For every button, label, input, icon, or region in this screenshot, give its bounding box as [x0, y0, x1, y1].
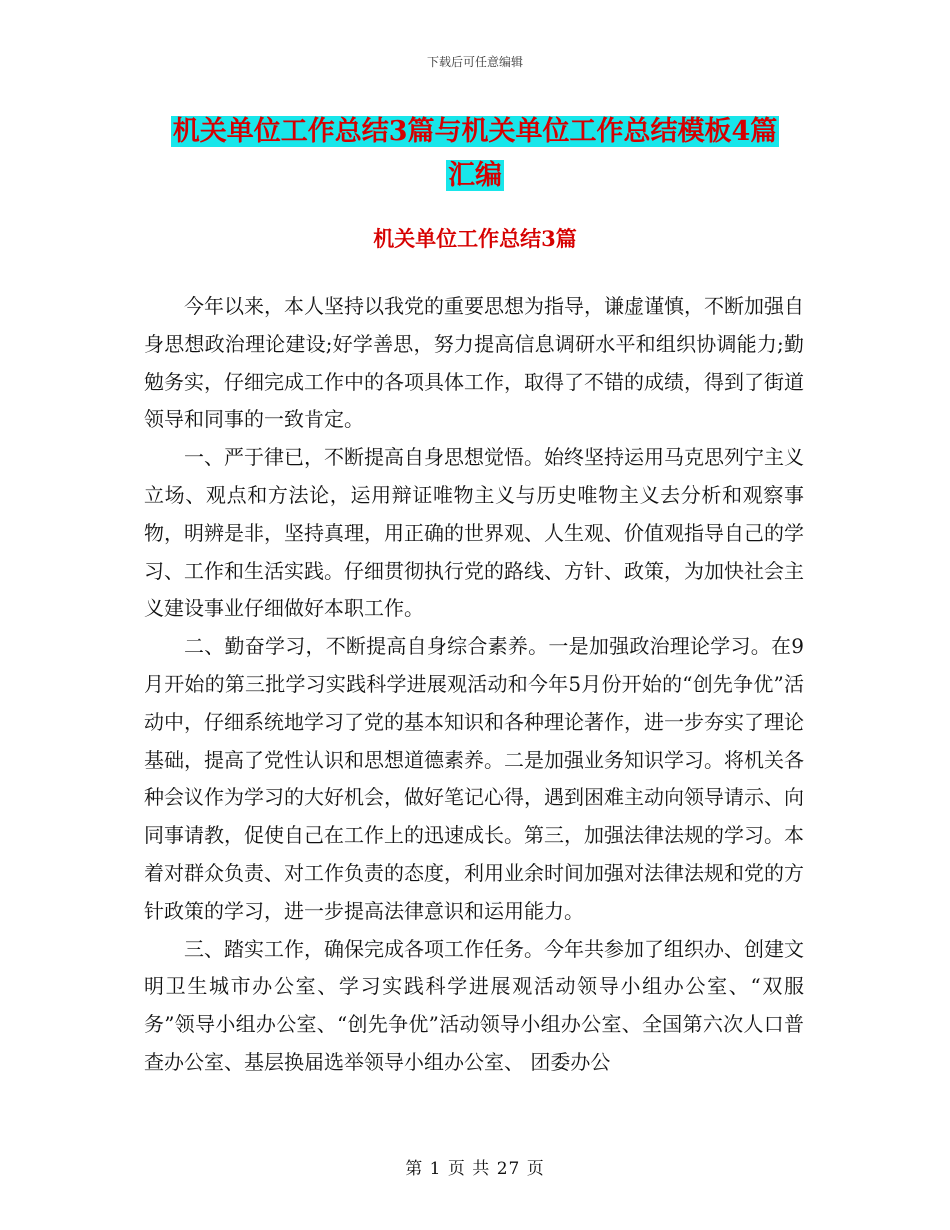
paragraph: 一、严于律已，不断提高自身思想觉悟。始终坚持运用马克思列宁主义立场、观点和方法论，运用辩证唯物主义与历史唯物主义去分析和观察事物，明辨是非，坚持真理，用正确的世界观、人生观、价值观指导自己的学习、工作和生活实践。仔细贯彻执行党的路线、方针、政策，为加快社会主义建设事业仔细做好本职工作。: [144, 445, 804, 621]
document-title-line2: 汇编: [448, 160, 502, 191]
paragraph: 二、勤奋学习，不断提高自身综合素养。一是加强政治理论学习。在9月开始的第三批学习实践科学进展观活动和今年5月份开始的“创先争优”活动中，仔细系统地学习了党的基本知识和各种理论著作，进一步夯实了理论基础，提高了党性认识和思想道德素养。二是加强业务知识学习。将机关各种会议作为学习的大好机会，做好笔记心得，遇到困难主动向领导请示、向同事请教，促使自己在工作上的迅速成长。第三，加强法律法规的学习。本着对群众负责、对工作负责的态度，利用业余时间加强对法律法规和党的方针政策的学习，进一步提高法律意识和运用能力。: [144, 634, 804, 923]
paragraph: 今年以来，本人坚持以我党的重要思想为指导，谦虚谨慎，不断加强自身思想政治理论建设;好学善思，努力提高信息调研水平和组织协调能力;勤勉务实，仔细完成工作中的各项具体工作，取得了不错的成绩，得到了街道领导和同事的一致肯定。: [144, 294, 804, 432]
paragraph: 三、踏实工作，确保完成各项工作任务。今年共参加了组织办、创建文明卫生城市办公室、学习实践科学进展观活动领导小组办公室、“双服务”领导小组办公室、“创先争优”活动领导小组办公室、全国第六次人口普查办公室、基层换届选举领导小组办公室、 团委办公: [144, 936, 804, 1074]
section-title: 机关单位工作总结3篇: [373, 226, 577, 251]
document-title: [145, 110, 805, 198]
document-body: [144, 288, 804, 1082]
page-number: 第 1 页 共 27 页: [405, 1159, 545, 1179]
document-title-line1: 机关单位工作总结3篇与机关单位工作总结模板4篇: [172, 116, 778, 147]
page-header-note: 下载后可任意编辑: [426, 55, 523, 69]
